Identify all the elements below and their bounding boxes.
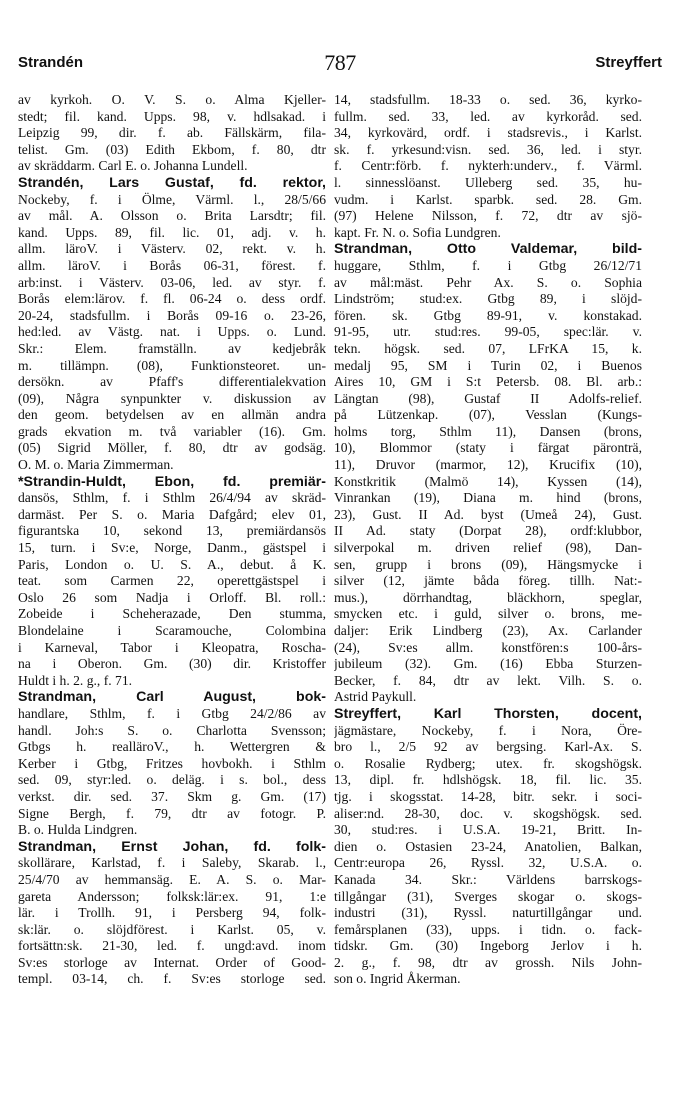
page-header	[18, 50, 662, 76]
text-line: lär. i Trollh. 91, i Persberg 94, folk-	[18, 905, 326, 921]
page-number: 787	[324, 50, 356, 75]
text-line: f. Centr:förb. f. nykterh:underv., f. Värml.	[334, 158, 642, 174]
text-line: av mål:mäst. Pehr Ax. S. o. Sophia	[334, 274, 642, 290]
text-line: Gtbgs h. realläroV., h. Wettergren &	[18, 739, 326, 755]
text-line: Centr:europa 26, Ryssl. 32, U.S.A. o.	[334, 855, 642, 871]
text-line: gareta Andersson; folksk:lär:ex. 91, 1:e	[18, 888, 326, 904]
entry-headline: Strandman, Ernst Johan, fd. folk-	[18, 838, 326, 855]
text-line: jubileum (32). Gm. (16) Ebba Sturzen-	[334, 656, 642, 672]
text-line: jägmästare, Nockeby, f. i Nora, Öre-	[334, 722, 642, 738]
text-line: skollärare, Karlstad, f. i Saleby, Skarab. l.,	[18, 855, 326, 871]
text-line: 13, dipl. fr. hdlshögsk. 18, fil. lic. 35.	[334, 772, 642, 788]
text-line: teat. som Carmen 22, operettgästspel i	[18, 573, 326, 589]
text-line: dien o. Ostasien 23-24, Anatolien, Balkan,	[334, 838, 642, 854]
text-line: 20-24, stadsfullm. i Borås 09-16 o. 23-26,	[18, 307, 326, 323]
entry-headline: Strandman, Otto Valdemar, bild-	[334, 241, 642, 258]
text-line: sed. 09, styr:led. o. deläg. i s. bol., dess	[18, 772, 326, 788]
text-line: O. M. o. Maria Zimmerman.	[18, 457, 174, 473]
text-line: 15, turn. i Sv:e, Norge, Danm., gästspel i	[18, 540, 326, 556]
text-line: aliser:nd. 28-30, doc. v. skogshögsk. sed.	[334, 805, 642, 821]
text-line: tjg. i skogsstat. 14-28, bitr. sekr. i soci-	[334, 788, 642, 804]
text-line: verkst. dir. sed. 37. Skm g. Gm. (17)	[18, 788, 326, 804]
text-line: Längtan (98), Gustaf II Adolfs-relief.	[334, 390, 642, 406]
entry-headline: Streyffert, Karl Thorsten, docent,	[334, 705, 642, 722]
text-line: vudm. i Karlst. sparbk. sed. 28. Gm.	[334, 191, 642, 207]
text-line: kapt. Fr. N. o. Sofia Lundgren.	[334, 224, 501, 240]
text-line: m. tillämpn. (08), Funktionsteoret. un-	[18, 357, 326, 373]
text-line: Becker, f. 84, dtr av lekt. Vilh. S. o.	[334, 672, 642, 688]
text-line: Kanada 34. Skr.: Världens barrskogs-	[334, 871, 642, 887]
text-line: figurantska 10, sekond 13, premiärdansös	[18, 523, 326, 539]
text-line: den geom. betydelsen av en allmän andra	[18, 407, 326, 423]
text-line: 25/4/70 av hemmansäg. E. A. S. o. Mar-	[18, 871, 326, 887]
text-line: holms torg, Sthlm 11), Dansen (brons,	[334, 423, 642, 439]
right-column	[334, 92, 642, 988]
text-line: Nockeby, f. i Ölme, Värml. l., 28/5/66	[18, 191, 326, 207]
text-line: 30, stud:res. i U.S.A. 19-21, Britt. In-	[334, 822, 642, 838]
entry-headline: *Strandin-Huldt, Ebon, fd. premiär-	[18, 473, 326, 490]
text-line: bro l., 2/5 92 av bergsing. Karl-Ax. S.	[334, 739, 642, 755]
text-line: Huldt i h. 2. g., f. 71.	[18, 672, 133, 688]
text-line: son o. Ingrid Åkerman.	[334, 971, 461, 987]
text-line: Skr.: Elem. framställn. av kedjebråk	[18, 340, 326, 356]
text-line: Leipzig 99, dir. f. ab. Fällskärm, fila-	[18, 125, 326, 141]
text-line: av skräddarm. Carl E. o. Johanna Lundell.	[18, 158, 248, 174]
text-line: huggare, Sthlm, f. i Gtbg 26/12/71	[334, 257, 642, 273]
text-line: II Ad. staty (Dorpat 28), ordf:klubbor,	[334, 523, 642, 539]
text-line: Aires 10, GM i S:t Petersb. 08. Bl. arb.:	[334, 374, 642, 390]
text-line: smycken etc. i guld, silver o. brons, me-	[334, 606, 642, 622]
text-line: na i Oberon. Gm. (30) dir. Kristoffer	[18, 656, 326, 672]
text-line: B. o. Hulda Lindgren.	[18, 822, 138, 838]
text-line: sk:lär. o. slöjdförest. i Karlst. 05, v.	[18, 921, 326, 937]
text-line: i Karneval, Tabor i Kleopatra, Roscha-	[18, 639, 326, 655]
text-line: tidskr. Gm. (30) Ingeborg Jerlov i h.	[334, 938, 642, 954]
text-line: fullm. sed. 33, led. av kyrkoråd. sed.	[334, 108, 642, 124]
text-line: industri (31), Ryssl. naturtillgångar und.	[334, 905, 642, 921]
running-head-left: Strandén	[18, 54, 84, 71]
text-line: 14, stadsfullm. 18-33 o. sed. 36, kyrko-	[334, 92, 642, 107]
text-line: Lindström; stud:ex. Gtbg 89, i slöjd-	[334, 291, 642, 307]
text-line: o. Rosalie Rydberg; utex. fr. skogshögsk.	[334, 755, 642, 771]
text-line: Vinrankan (19), Diana m. hind (brons,	[334, 490, 642, 506]
text-line: dansös, Sthlm, f. i Sthlm 26/4/94 av skräd-	[18, 490, 326, 506]
text-line: medalj 95, SM i Turin 02, i Buenos	[334, 357, 642, 373]
text-line: Borås elem:lärov. f. fl. 06-24 o. dess ordf.	[18, 291, 326, 307]
text-line: (05) Sigrid Möller, f. 80, dtr av godsäg.	[18, 440, 326, 456]
text-line: (97) Helene Nilsson, f. 72, dtr av sjö-	[334, 208, 642, 224]
text-line: telist. Gm. (03) Edith Ekbom, f. 80, dtr	[18, 141, 326, 157]
text-line: arb:inst. i Västerv. 03-06, led. av styr. f.	[18, 274, 326, 290]
text-line: hed:led. av Västg. nat. i Upps. o. Lund.	[18, 324, 326, 340]
entry-headline: Strandman, Carl August, bok-	[18, 689, 326, 706]
text-line: Zobeide i Scheherazade, Den stumma,	[18, 606, 326, 622]
text-line: sen, grupp i brons (09), Hängsmycke i	[334, 556, 642, 572]
text-line: silverpokal m. driven relief (98), Dan-	[334, 540, 642, 556]
text-line: tekn. högsk. sed. 07, LFrKA 15, k.	[334, 340, 642, 356]
text-line: darmäst. Per S. o. Maria Dafgård; elev 01,	[18, 506, 326, 522]
text-line: allm. läroV. i Borås 06-31, förest. f.	[18, 257, 326, 273]
text-line: sk. f. yrkesund:visn. sed. 36, led. i styr.	[334, 141, 642, 157]
text-line: Paris, London o. U. S. A., debut. å K.	[18, 556, 326, 572]
text-line: handl. Joh:s S. o. Charlotta Svensson;	[18, 722, 326, 738]
text-line: handlare, Sthlm, f. i Gtbg 24/2/86 av	[18, 705, 326, 721]
text-line: dersökn. av Pfaff's differentialekvation	[18, 374, 326, 390]
text-line: Konstkritik (Malmö 14), Kyssen (14),	[334, 473, 642, 489]
text-line: (24), Sv:es allm. konstfören:s 100-års-	[334, 639, 642, 655]
text-line: daljer: Erik Lindberg (23), Ax. Carlander	[334, 623, 642, 638]
text-line: fören. sk. Gtbg 89-91, v. konstakad.	[334, 307, 642, 323]
text-line: fortsättn:sk. 21-30, led. f. ungd:avd. inom	[18, 938, 326, 954]
text-line: Kerber i Gtbg, Fritzes hovbokh. i Sthlm	[18, 755, 326, 771]
text-line: Signe Bergh, f. 79, dtr av fotogr. P.	[18, 805, 326, 821]
text-line: femårsplanen (33), upps. i tidn. o. fack-	[334, 921, 642, 937]
text-line: Astrid Paykull.	[334, 689, 417, 705]
text-line: tillgångar (31), Sverges skogar o. skogs-	[334, 888, 642, 904]
text-line: silver (12, jämte båda föreg. tillh. Nat:-	[334, 573, 642, 589]
text-line: Sv:es storloge av Internat. Order of Good-	[18, 954, 326, 970]
running-head-right: Streyffert	[595, 54, 662, 71]
text-line: av mål. A. Olsson o. Brita Larsdtr; fil.	[18, 208, 326, 224]
text-line: templ. 03-14, ch. f. Sv:es storloge sed.	[18, 971, 326, 987]
text-line: 2. g., f. 98, dtr av grossh. Nils John-	[334, 954, 642, 970]
text-line: l. sinnesslöanst. Ulleberg sed. 35, hu-	[334, 174, 642, 190]
text-line: 10), Blommor (staty i färgat päronträ,	[334, 440, 642, 456]
text-line: kand. Upps. 89, fil. lic. 01, adj. v. h.	[18, 224, 326, 240]
text-line: 34, kyrkovärd, ordf. i stadsrevis., i Karlst.	[334, 125, 642, 141]
text-line: grads ekvation m. två variabler (16). Gm.	[18, 423, 326, 439]
text-line: Blondelaine i Scaramouche, Colombina	[18, 623, 326, 638]
text-line: allm. läroV. i Västerv. 02, rekt. v. h.	[18, 241, 326, 257]
left-column	[18, 92, 326, 988]
entry-headline: Strandén, Lars Gustaf, fd. rektor,	[18, 174, 326, 191]
text-line: på Lützenkap. (07), Vesslan (Kungs-	[334, 407, 642, 423]
text-line: (09), Några synpunkter v. diskussion av	[18, 390, 326, 406]
text-line: Oslo 26 som Nadja i Orloff. Bl. roll.:	[18, 589, 326, 605]
text-line: 91-95, utr. stud:res. 99-05, spec:lär. v.	[334, 324, 642, 340]
text-line: 11), Druvor (marmor, 12), Krucifix (10),	[334, 457, 642, 473]
text-line: av kyrkoh. O. V. S. o. Alma Kjeller-	[18, 92, 326, 107]
text-line: mus.), dörrhandtag, bläckhorn, speglar,	[334, 589, 642, 605]
text-line: 23), Gust. II Ad. byst (Umeå 24), Gust.	[334, 506, 642, 522]
text-line: stedt; fil. kand. Upps. 98, v. hdlsakad. i	[18, 108, 326, 124]
